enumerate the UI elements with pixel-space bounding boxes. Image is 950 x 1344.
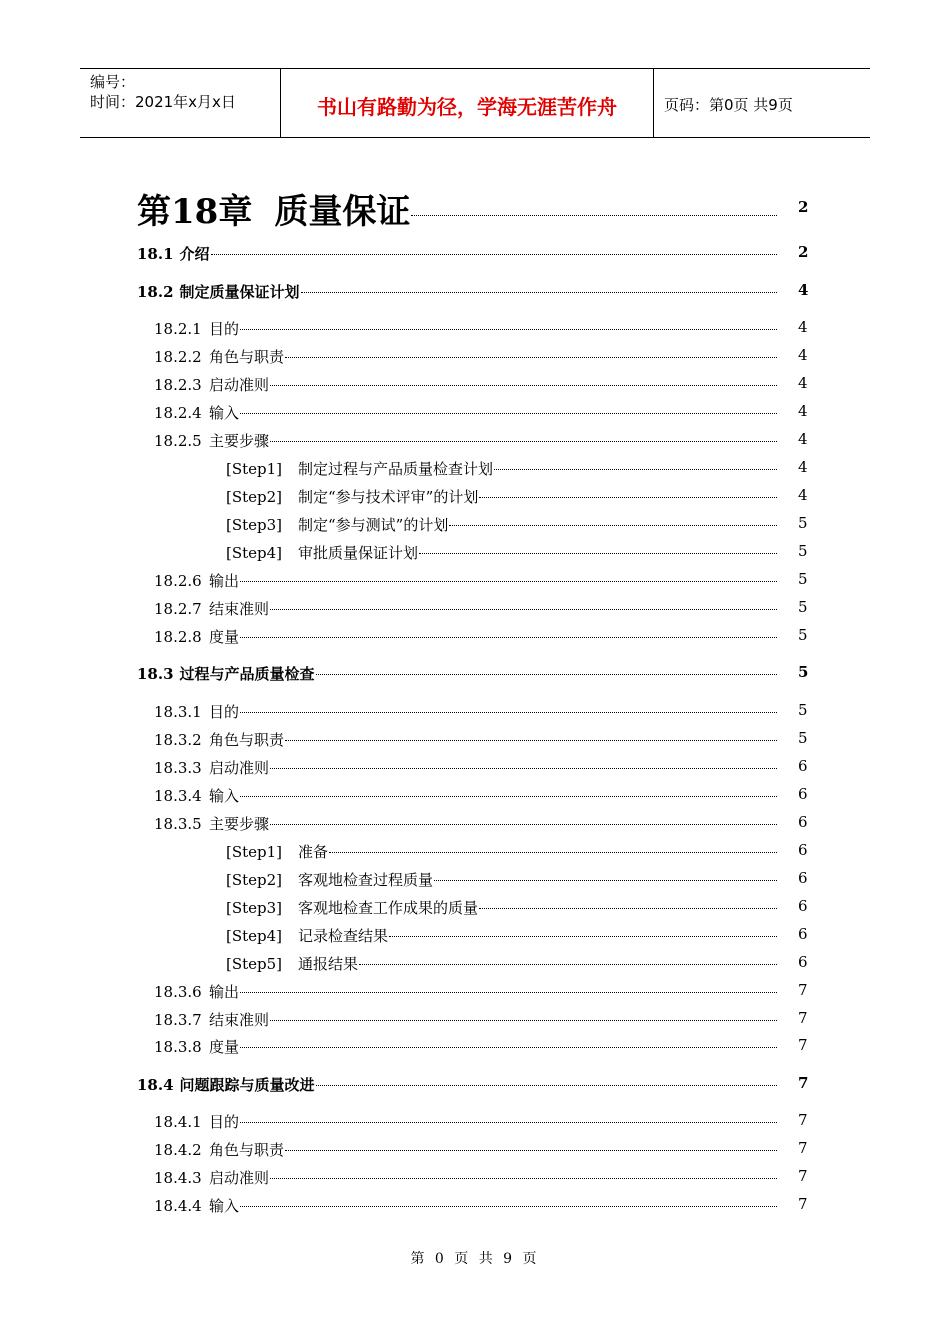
- toc-page: 5: [798, 663, 809, 681]
- toc-number: 18.4.1: [154, 1113, 202, 1131]
- toc-step-18-2-5-1[interactable]: [226, 458, 808, 479]
- header-motto-cell: [281, 69, 654, 137]
- toc-page: 6: [798, 925, 808, 943]
- toc-title: 角色与职责: [209, 731, 285, 749]
- toc-title: 准备: [298, 843, 329, 861]
- toc-step-18-3-5-3[interactable]: [226, 897, 808, 918]
- toc-leader: [316, 1085, 777, 1086]
- toc-leader: [270, 609, 777, 610]
- toc-number: [Step3]: [226, 899, 283, 917]
- toc-leader: [479, 497, 777, 498]
- toc-subsection-18-2-1[interactable]: [154, 318, 808, 339]
- toc-subsection-18-3-8[interactable]: [154, 1036, 808, 1057]
- toc-number: 18.4: [137, 1076, 174, 1094]
- toc-number: 18.3.4: [154, 787, 202, 805]
- toc-leader: [240, 413, 777, 414]
- document-number-label: 编号：: [90, 73, 136, 91]
- toc-title: 问题跟踪与质量改进: [179, 1076, 315, 1094]
- toc-title: 主要步骤: [209, 815, 270, 833]
- toc-page: 6: [798, 953, 808, 971]
- toc-number: 18.2.4: [154, 404, 202, 422]
- toc-title: 目的: [209, 320, 240, 338]
- toc-leader: [270, 441, 777, 442]
- toc-leader: [285, 1150, 777, 1151]
- toc-leader: [240, 992, 777, 993]
- toc-leader: [419, 553, 777, 554]
- toc-number: 18.1: [137, 245, 174, 263]
- toc-title: 输出: [209, 983, 240, 1001]
- toc-page: 4: [798, 430, 808, 448]
- toc-section-18-2[interactable]: [137, 281, 809, 302]
- toc-step-18-3-5-2[interactable]: [226, 869, 808, 890]
- page-footer: [0, 1248, 950, 1268]
- toc-leader: [240, 1047, 777, 1048]
- toc-page: 2: [798, 243, 809, 261]
- toc-number: [Step4]: [226, 927, 283, 945]
- toc-title: 度量: [209, 1038, 240, 1056]
- toc-subsection-18-2-8[interactable]: [154, 626, 808, 647]
- toc-leader: [494, 469, 777, 470]
- toc-leader: [316, 674, 777, 675]
- toc-page: 6: [798, 813, 808, 831]
- header-meta-cell: [80, 69, 281, 137]
- toc-number: [Step1]: [226, 843, 283, 861]
- toc-subsection-18-3-7[interactable]: [154, 1009, 808, 1030]
- toc-subsection-18-2-2[interactable]: [154, 346, 808, 367]
- toc-subsection-18-4-4[interactable]: [154, 1195, 808, 1216]
- toc-page: 4: [798, 374, 808, 392]
- toc-page: 4: [798, 402, 808, 420]
- toc-leader: [434, 880, 777, 881]
- toc-number: 18.2.1: [154, 320, 202, 338]
- toc-page: 5: [798, 598, 808, 616]
- toc-number: 18.2.6: [154, 572, 202, 590]
- toc-title: 过程与产品质量检查: [179, 665, 315, 683]
- toc-step-18-2-5-2[interactable]: [226, 486, 808, 507]
- toc-page: 7: [798, 1036, 808, 1054]
- toc-page: 5: [798, 542, 808, 560]
- toc-leader: [211, 254, 777, 255]
- toc-page: 2: [798, 198, 809, 216]
- page-header: [80, 68, 870, 138]
- toc-leader: [270, 824, 777, 825]
- toc-page: 6: [798, 841, 808, 859]
- toc-leader: [479, 908, 777, 909]
- toc-page: 7: [798, 1009, 808, 1027]
- toc-number: 18.2: [137, 283, 174, 301]
- toc-leader: [389, 936, 777, 937]
- toc-title: 角色与职责: [209, 348, 285, 366]
- document-time-label: 时间：2021年x月x日: [90, 93, 236, 111]
- toc-page: 6: [798, 897, 808, 915]
- toc-page: 4: [798, 458, 808, 476]
- toc-number: 18.3.1: [154, 703, 202, 721]
- toc-page: 7: [798, 1139, 808, 1157]
- toc-leader: [240, 637, 777, 638]
- toc-number: 18.3: [137, 665, 174, 683]
- toc-title: 输入: [209, 1197, 240, 1215]
- toc-title: 输入: [209, 787, 240, 805]
- toc-page: 7: [798, 981, 808, 999]
- toc-number: 18.3.2: [154, 731, 202, 749]
- toc-leader: [270, 385, 777, 386]
- toc-leader: [240, 712, 777, 713]
- toc-number: 18.2.7: [154, 600, 202, 618]
- toc-number: 18.2.2: [154, 348, 202, 366]
- toc-number: 18.4.4: [154, 1197, 202, 1215]
- toc-page: 7: [798, 1074, 809, 1092]
- toc-title: 目的: [209, 1113, 240, 1131]
- toc-leader: [240, 1206, 777, 1207]
- toc-subsection-18-2-3[interactable]: [154, 374, 808, 395]
- toc-page: 4: [798, 346, 808, 364]
- toc-title: 角色与职责: [209, 1141, 285, 1159]
- toc-title: 审批质量保证计划: [298, 544, 419, 562]
- toc-title: 介绍: [179, 245, 210, 263]
- toc-title: 结束准则: [209, 1011, 270, 1029]
- toc-title: 记录检查结果: [298, 927, 389, 945]
- toc-number: 18.4.2: [154, 1141, 202, 1159]
- toc-title: 制定质量保证计划: [179, 283, 300, 301]
- toc-page: 5: [798, 701, 808, 719]
- toc-number: 18.2.3: [154, 376, 202, 394]
- toc-title: 度量: [209, 628, 240, 646]
- toc-title: 通报结果: [298, 955, 359, 973]
- toc-number: 18.3.7: [154, 1011, 202, 1029]
- toc-title: 启动准则: [209, 1169, 270, 1187]
- toc-page: 5: [798, 570, 808, 588]
- toc-subsection-18-2-7[interactable]: [154, 598, 808, 619]
- toc-number: 18.3.5: [154, 815, 202, 833]
- toc-page: 5: [798, 626, 808, 644]
- toc-leader: [270, 1020, 777, 1021]
- toc-leader: [240, 1122, 777, 1123]
- toc-step-18-3-5-4[interactable]: [226, 925, 808, 946]
- toc-leader: [240, 581, 777, 582]
- toc-leader: [449, 525, 777, 526]
- toc-title: 启动准则: [209, 759, 270, 777]
- toc-number: 第18章: [137, 192, 253, 232]
- toc-leader: [270, 768, 777, 769]
- toc-subsection-18-3-2[interactable]: [154, 729, 808, 750]
- toc-subsection-18-2-5[interactable]: [154, 430, 808, 451]
- toc-subsection-18-3-1[interactable]: [154, 701, 808, 722]
- toc-number: 18.3.3: [154, 759, 202, 777]
- toc-page: 7: [798, 1195, 808, 1213]
- toc-page: 5: [798, 514, 808, 532]
- toc-number: [Step2]: [226, 871, 283, 889]
- toc-page: 5: [798, 729, 808, 747]
- toc-page: 4: [798, 281, 809, 299]
- toc-page: 4: [798, 486, 808, 504]
- toc-number: 18.2.5: [154, 432, 202, 450]
- toc-subsection-18-3-3[interactable]: [154, 757, 808, 778]
- toc-leader: [240, 796, 777, 797]
- toc-number: [Step5]: [226, 955, 283, 973]
- toc-page: 4: [798, 318, 808, 336]
- toc-title: 质量保证: [274, 192, 411, 232]
- toc-title: 目的: [209, 703, 240, 721]
- toc-page: 7: [798, 1111, 808, 1129]
- toc-subsection-18-3-5[interactable]: [154, 813, 808, 834]
- header-page-cell: [654, 69, 870, 137]
- toc-leader: [285, 357, 777, 358]
- toc-title: 制定“参与测试”的计划: [298, 516, 449, 534]
- toc-subsection-18-4-2[interactable]: [154, 1139, 808, 1160]
- toc-title: 客观地检查过程质量: [298, 871, 434, 889]
- toc-subsection-18-3-6[interactable]: [154, 981, 808, 1002]
- toc-step-18-3-5-1[interactable]: [226, 841, 808, 862]
- toc-title: 主要步骤: [209, 432, 270, 450]
- toc-title: 制定过程与产品质量检查计划: [298, 460, 494, 478]
- toc-page: 6: [798, 869, 808, 887]
- toc-title: 输出: [209, 572, 240, 590]
- toc-step-18-2-5-3[interactable]: [226, 514, 808, 535]
- toc-leader: [301, 292, 777, 293]
- toc-number: [Step3]: [226, 516, 283, 534]
- toc-page: 6: [798, 757, 808, 775]
- footer-page-number: 第 0 页 共 9 页: [410, 1251, 540, 1267]
- toc-page: 6: [798, 785, 808, 803]
- toc-number: 18.4.3: [154, 1169, 202, 1187]
- toc-leader: [240, 329, 777, 330]
- toc-title: 输入: [209, 404, 240, 422]
- toc-number: [Step4]: [226, 544, 283, 562]
- toc-number: [Step2]: [226, 488, 283, 506]
- toc-chapter-18[interactable]: [137, 184, 809, 233]
- toc-subsection-18-3-4[interactable]: [154, 785, 808, 806]
- toc-number: 18.2.8: [154, 628, 202, 646]
- toc-leader: [329, 852, 777, 853]
- toc-title: 客观地检查工作成果的质量: [298, 899, 479, 917]
- toc-subsection-18-2-6[interactable]: [154, 570, 808, 591]
- toc-subsection-18-4-3[interactable]: [154, 1167, 808, 1188]
- toc-leader: [270, 1178, 777, 1179]
- toc-section-18-3[interactable]: [137, 663, 809, 684]
- toc-number: 18.3.8: [154, 1038, 202, 1056]
- toc-leader: [411, 215, 777, 216]
- toc-leader: [285, 740, 777, 741]
- toc-section-18-4[interactable]: [137, 1074, 809, 1095]
- header-motto: 书山有路勤为径，学海无涯苦作舟: [317, 95, 617, 119]
- toc-subsection-18-4-1[interactable]: [154, 1111, 808, 1132]
- toc-number: 18.3.6: [154, 983, 202, 1001]
- toc-title: 制定“参与技术评审”的计划: [298, 488, 479, 506]
- toc-page: 7: [798, 1167, 808, 1185]
- toc-step-18-3-5-5[interactable]: [226, 953, 808, 974]
- toc-number: [Step1]: [226, 460, 283, 478]
- toc-leader: [359, 964, 777, 965]
- toc-subsection-18-2-4[interactable]: [154, 402, 808, 423]
- toc-title: 启动准则: [209, 376, 270, 394]
- toc-step-18-2-5-4[interactable]: [226, 542, 808, 563]
- toc-title: 结束准则: [209, 600, 270, 618]
- header-page-info: 页码：第0页 共9页: [664, 96, 793, 114]
- toc-section-18-1[interactable]: [137, 243, 809, 264]
